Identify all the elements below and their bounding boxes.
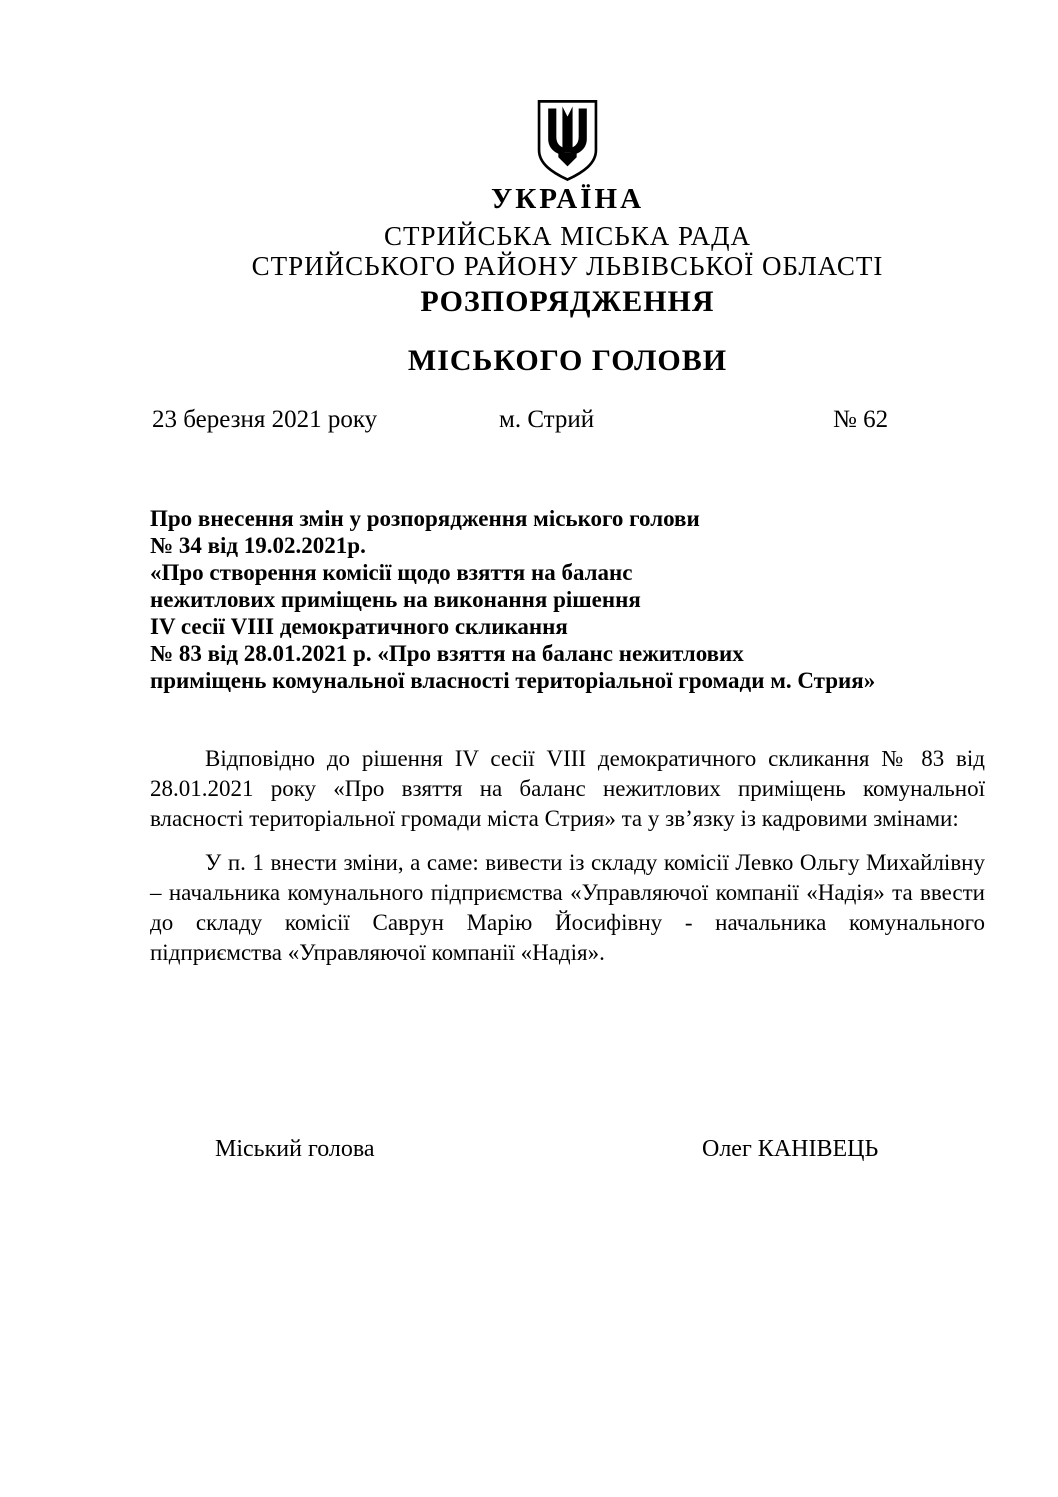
subject-line: «Про створення комісії щодо взяття на баланс: [150, 560, 633, 585]
body-paragraph-2: У п. 1 внести зміни, а саме: вивести із складу комісії Левко Ольгу Михайлівну – начальника комунального підприємства «Управляючої компанії «Надія» та ввести до складу комісії Саврун Марію Йосифівну - начальника комунального підприємства «Управляючої компанії «Надія».: [150, 850, 985, 965]
header-org-line1: СТРИЙСЬКА МІСЬКА РАДА: [383, 221, 752, 251]
doc-date: 23 березня 2021 року: [152, 406, 378, 433]
body-paragraph-1: Відповідно до рішення IV сесії VIII демократичного скликання № 83 від 28.01.2021 року «Про взяття на баланс нежитлових приміщень комунальної власності територіальної громади міста Стрия» та у зв’язку із кадровими змінами:: [150, 746, 985, 831]
header-doc-type-sub: МІСЬКОГО ГОЛОВИ: [407, 344, 728, 377]
header-country: УКРАЇНА: [490, 183, 645, 215]
doc-place: м. Стрий: [499, 406, 595, 433]
header-doc-type: РОЗПОРЯДЖЕННЯ: [420, 285, 715, 318]
header-org-line2: СТРИЙСЬКОГО РАЙОНУ ЛЬВІВСЬКОЇ ОБЛАСТІ: [251, 251, 884, 281]
meta-row: [150, 406, 985, 436]
signature-row: [150, 1136, 985, 1168]
signature-name: Олег КАНІВЕЦЬ: [702, 1136, 879, 1162]
subject-line: Про внесення змін у розпорядження міського голови: [150, 506, 700, 531]
subject-block: [150, 505, 876, 694]
ukraine-trident-emblem-icon: [536, 99, 599, 183]
doc-number: № 62: [833, 406, 889, 433]
subject-line: приміщень комунальної власності територіальної громади м. Стрия»: [150, 668, 876, 693]
signature-position: Міський голова: [215, 1136, 375, 1162]
subject-line: нежитлових приміщень на виконання рішення: [150, 587, 641, 612]
subject-line: № 83 від 28.01.2021 р. «Про взяття на баланс нежитлових: [150, 641, 744, 666]
subject-line: IV сесії VIII демократичного скликання: [150, 614, 568, 639]
subject-line: № 34 від 19.02.2021р.: [150, 533, 366, 558]
